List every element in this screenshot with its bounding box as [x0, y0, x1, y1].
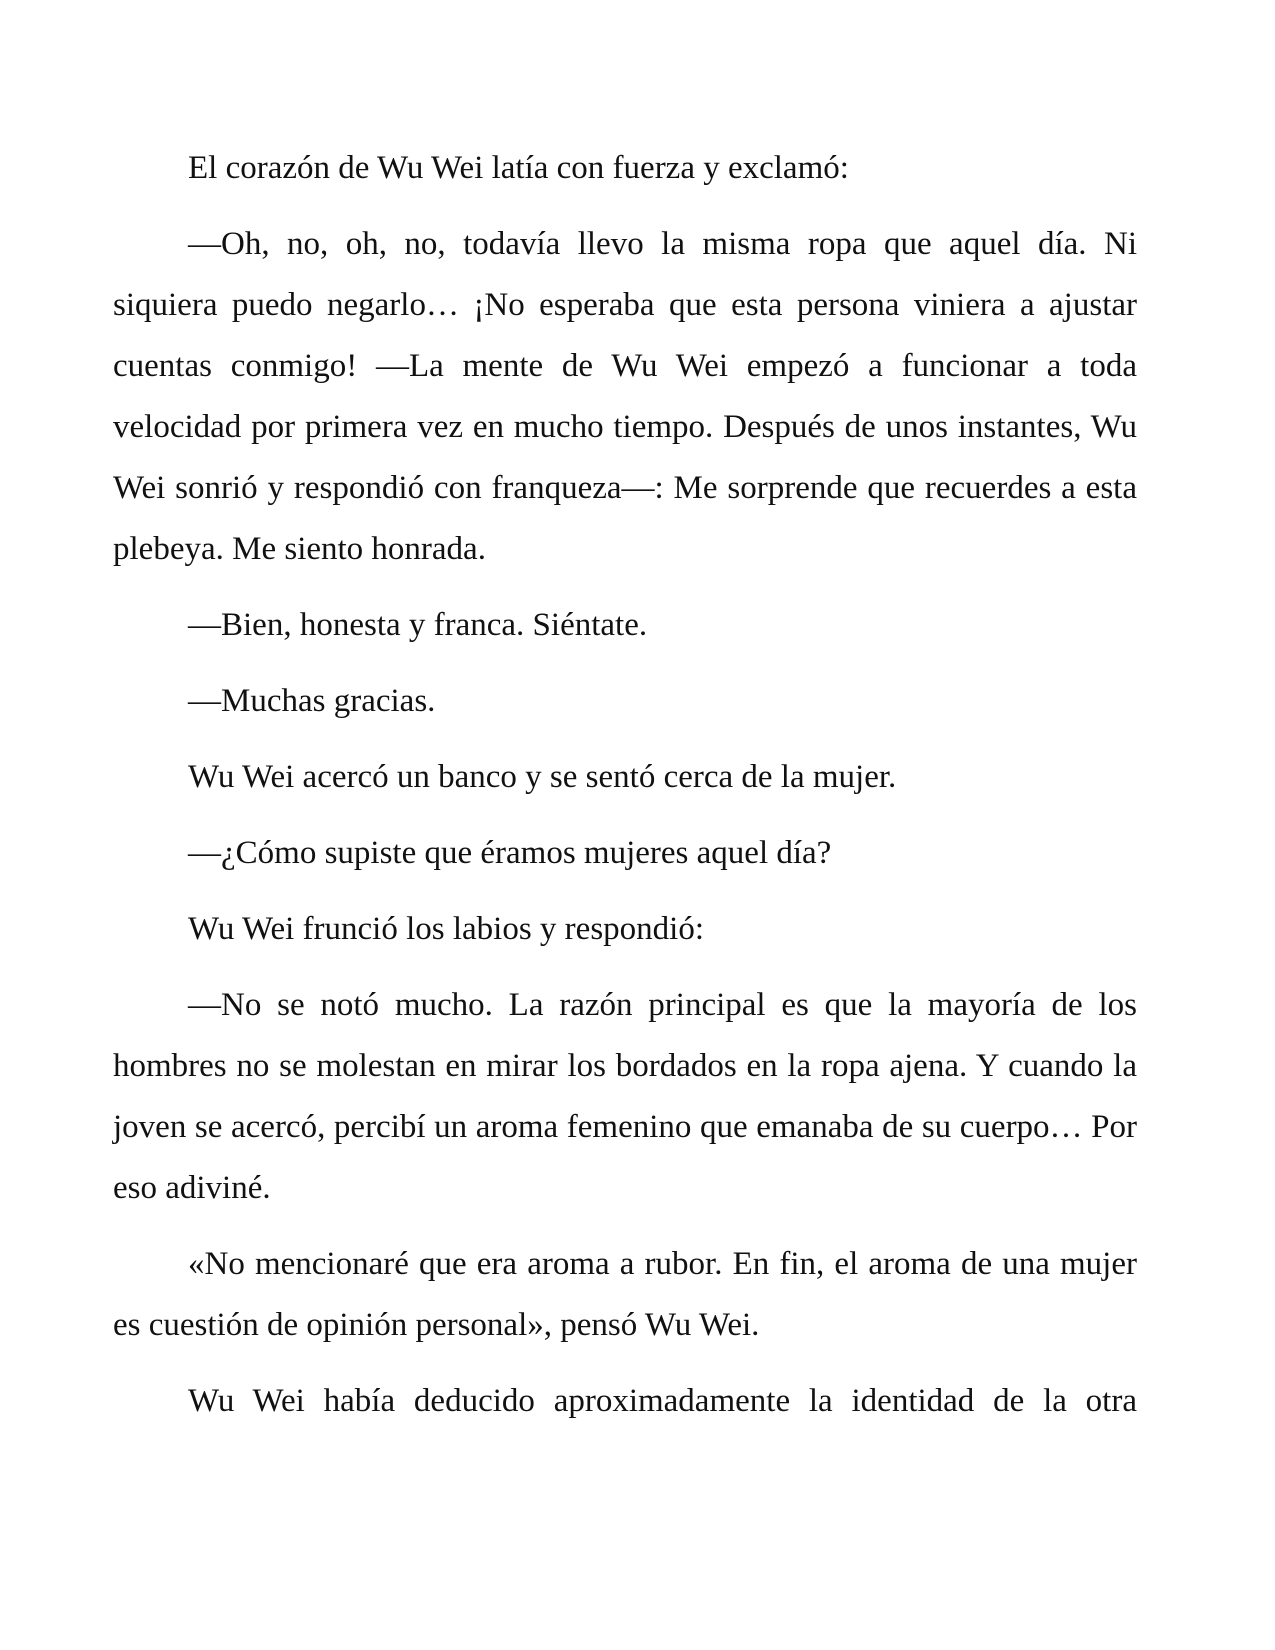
paragraph-8: —No se notó mucho. La razón principal es que la mayoría de los hombres no se molestan en mirar los bordados en la ropa ajena. Y cuando la joven se acercó, percibí un aroma femenino que emanaba de su cuerpo… Por eso adiviné.: [113, 987, 1137, 1206]
paragraph-5: Wu Wei acercó un banco y se sentó cerca de la mujer.: [188, 759, 897, 795]
paragraph-2: —Oh, no, oh, no, todavía llevo la misma ropa que aquel día. Ni siquiera puedo negarlo… ¡No esperaba que esta persona viniera a ajustar cuentas conmigo! —La mente de Wu Wei empezó a funcionar a toda velocidad por primera vez en mucho tiempo. Después de unos instantes, Wu Wei sonrió y respondió con franqueza—: Me sorprende que recuerdes a esta plebeya. Me siento honrada.: [113, 226, 1137, 567]
paragraph-1: El corazón de Wu Wei latía con fuerza y exclamó:: [188, 150, 849, 186]
paragraph-10: Wu Wei había deducido aproximadamente la identidad de la otra: [188, 1383, 1137, 1419]
paragraph-3: —Bien, honesta y franca. Siéntate.: [188, 607, 648, 643]
paragraph-7: Wu Wei frunció los labios y respondió:: [188, 911, 704, 947]
document-page: [113, 138, 1137, 1447]
paragraph-9: «No mencionaré que era aroma a rubor. En fin, el aroma de una mujer es cuestión de opinión personal», pensó Wu Wei.: [113, 1246, 1137, 1343]
paragraph-6: —¿Cómo supiste que éramos mujeres aquel día?: [188, 835, 832, 871]
paragraph-4: —Muchas gracias.: [188, 683, 436, 719]
